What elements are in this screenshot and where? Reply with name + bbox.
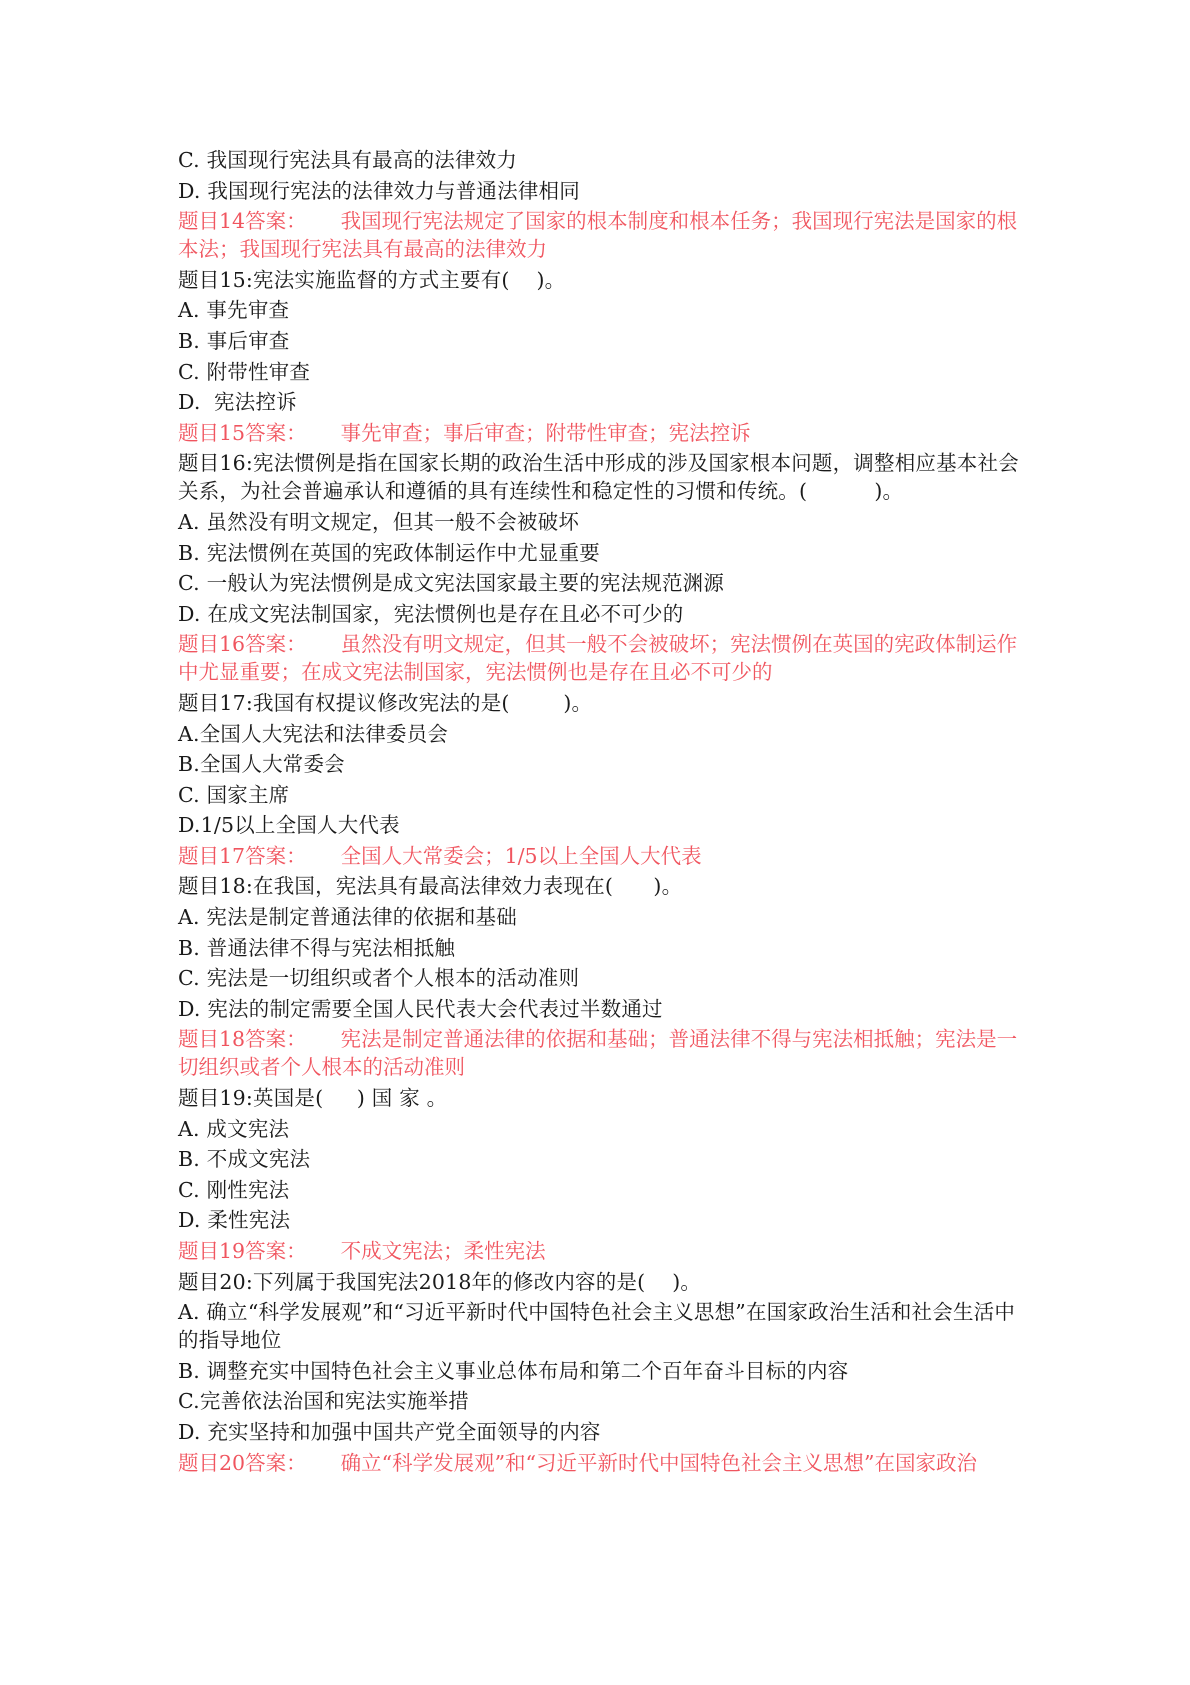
- answer-line: [178, 1025, 1020, 1081]
- option-line: D. 充实坚持和加强中国共产党全面领导的内容: [178, 1419, 601, 1444]
- answer-text: 全国人大常委会；1/5以上全国人大代表: [340, 843, 702, 868]
- document-page: [178, 146, 1020, 1479]
- answer-label: 题目15答案：: [178, 420, 307, 445]
- option-line: A. 成文宪法: [178, 1116, 290, 1141]
- option-line: D. 柔性宪法: [178, 1208, 291, 1233]
- answer-line: [178, 1237, 1020, 1265]
- question-line: 题目17:我国有权提议修改宪法的是( )。: [178, 690, 593, 715]
- answer-text: 我国现行宪法规定了国家的根本制度和根本任务；我国现行宪法是国家的根本法；我国现行宪法具有最高的法律效力: [178, 209, 1018, 262]
- option-line: B. 普通法律不得与宪法相抵触: [178, 935, 456, 960]
- option-line: D. 宪法的制定需要全国人民代表大会代表过半数通过: [178, 996, 663, 1021]
- answer-line: [178, 1449, 1020, 1477]
- answer-text: 宪法是制定普通法律的依据和基础；普通法律不得与宪法相抵触；宪法是一切组织或者个人根本的活动准则: [178, 1027, 1018, 1080]
- answer-text: 不成文宪法；柔性宪法: [340, 1239, 546, 1263]
- option-line: C.完善依法治国和宪法实施举措: [178, 1389, 469, 1414]
- option-line: A. 虽然没有明文规定，但其一般不会被破坏: [178, 509, 580, 534]
- answer-line: [178, 630, 1020, 686]
- answer-line: [178, 419, 1020, 447]
- question-line: 题目15:宪法实施监督的方式主要有( )。: [178, 267, 566, 292]
- answer-label: 题目14答案：: [178, 209, 307, 234]
- option-line: B. 宪法惯例在英国的宪政体制运作中尤显重要: [178, 540, 600, 565]
- answer-label: 题目18答案：: [178, 1027, 307, 1052]
- option-line: C. 国家主席: [178, 782, 290, 807]
- question-line: 题目20:下列属于我国宪法2018年的修改内容的是( )。: [178, 1269, 702, 1294]
- option-line: C. 宪法是一切组织或者个人根本的活动准则: [178, 966, 580, 991]
- option-line: A. 事先审查: [178, 298, 290, 323]
- answer-label: 题目19答案：: [178, 1239, 307, 1263]
- option-line: C. 一般认为宪法惯例是成文宪法国家最主要的宪法规范渊源: [178, 571, 725, 596]
- answer-text: 虽然没有明文规定，但其一般不会被破坏；宪法惯例在英国的宪政体制运作中尤显重要；在成文宪法制国家，宪法惯例也是存在且必不可少的: [178, 632, 1018, 685]
- answer-label: 题目16答案：: [178, 632, 307, 657]
- answer-line: [178, 842, 1020, 870]
- option-line: C. 我国现行宪法具有最高的法律效力: [178, 148, 518, 172]
- option-line: D. 宪法控诉: [178, 390, 297, 415]
- option-line: D. 我国现行宪法的法律效力与普通法律相同: [178, 178, 580, 203]
- option-line: A. 确立“科学发展观”和“习近平新时代中国特色社会主义思想”在国家政治生活和社会生活中的指导地位: [178, 1300, 1016, 1353]
- question-line: 题目19:英国是( ) 国 家 。: [178, 1086, 448, 1111]
- answer-line: [178, 207, 1020, 263]
- option-line: B. 不成文宪法: [178, 1147, 311, 1172]
- option-line: A.全国人大宪法和法律委员会: [178, 721, 449, 746]
- option-line: B. 调整充实中国特色社会主义事业总体布局和第二个百年奋斗目标的内容: [178, 1358, 849, 1383]
- option-line: D. 在成文宪法制国家，宪法惯例也是存在且必不可少的: [178, 601, 684, 626]
- question-line: 题目16:宪法惯例是指在国家长期的政治生活中形成的涉及国家根本问题，调整相应基本社会关系，为社会普遍承认和遵循的具有连续性和稳定性的习惯和传统。( )。: [178, 451, 1019, 504]
- answer-label: 题目20答案：: [178, 1450, 307, 1475]
- option-line: C. 刚性宪法: [178, 1177, 290, 1202]
- option-line: A. 宪法是制定普通法律的依据和基础: [178, 905, 517, 930]
- option-line: D.1/5以上全国人大代表: [178, 813, 400, 838]
- option-line: B. 事后审查: [178, 328, 290, 353]
- option-line: C. 附带性审查: [178, 359, 311, 384]
- answer-text: 事先审查；事后审查；附带性审查；宪法控诉: [340, 420, 751, 445]
- option-line: B.全国人大常委会: [178, 752, 345, 777]
- question-line: 题目18:在我国，宪法具有最高法律效力表现在( )。: [178, 874, 683, 899]
- answer-label: 题目17答案：: [178, 843, 307, 868]
- answer-text: 确立“科学发展观”和“习近平新时代中国特色社会主义思想”在国家政治: [340, 1450, 978, 1475]
